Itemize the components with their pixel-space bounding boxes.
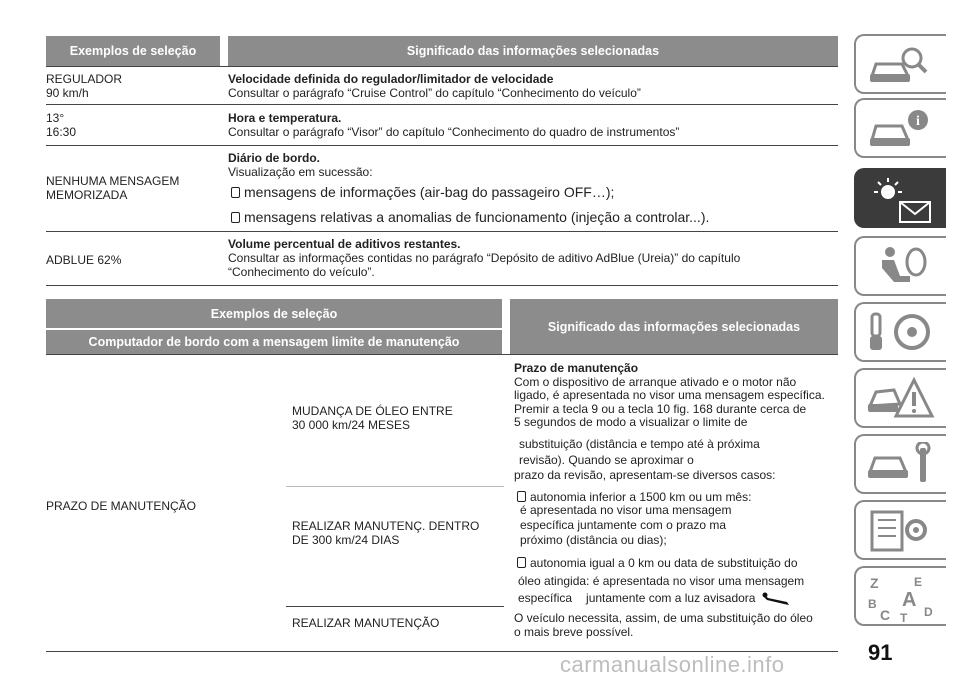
bullet-cont: é apresentada no visor uma mensagem específica juntamente com o prazo ma próximo (distância ou dias); bbox=[520, 503, 732, 547]
bullet-cont: específica juntamente com a luz avisadora bbox=[518, 591, 791, 606]
watermark: carmanualsonline.info bbox=[560, 652, 785, 677]
svg-text:i: i bbox=[916, 114, 920, 129]
tab-car-wrench[interactable] bbox=[854, 434, 946, 494]
row4-right: Volume percentual de aditivos restantes. Consultar as informações contidas no parágrafo “Depósito de aditivo AdBlue (Ureia)” do capítulo “Conhecimento do veículo”. bbox=[228, 237, 741, 279]
wrench-icon bbox=[761, 592, 791, 606]
right-conclusion: O veículo necessita, assim, de uma substituição do óleo o mais breve possível. bbox=[514, 611, 813, 639]
table1-header-left: Exemplos de seleção bbox=[46, 36, 220, 66]
svg-text:C: C bbox=[880, 607, 891, 623]
checkbox-bullet-icon bbox=[517, 491, 526, 502]
row-divider bbox=[46, 104, 838, 105]
checkbox-bullet-icon bbox=[517, 557, 526, 568]
svg-text:B: B bbox=[868, 597, 877, 611]
table2-header-left-bottom: Computador de bordo com a mensagem limite de manutenção bbox=[46, 330, 502, 354]
tab-seat-airbag[interactable] bbox=[854, 236, 946, 296]
table2-header-right: Significado das informações selecionadas bbox=[510, 299, 838, 354]
checklist-gear-icon bbox=[866, 508, 936, 554]
car-wrench-icon bbox=[866, 442, 936, 488]
svg-text:A: A bbox=[902, 589, 917, 611]
tab-alphabet-index[interactable] bbox=[854, 566, 946, 626]
bullet-cont: óleo atingida: é apresentada no visor uma mensagem bbox=[518, 574, 805, 588]
table1-header-rule bbox=[46, 66, 838, 67]
row2-right: Hora e temperatura. Consultar o parágrafo “Visor” do capítulo “Conhecimento do quadro de instrumentos” bbox=[228, 111, 680, 139]
svg-text:E: E bbox=[914, 575, 923, 589]
row-divider bbox=[46, 231, 838, 232]
bullet-item: mensagens de informações (air-bag do passageiro OFF…); bbox=[231, 185, 614, 199]
bullet-item: autonomia igual a 0 km ou data de substituição do bbox=[517, 556, 798, 570]
row1-right: Velocidade definida do regulador/limitador de velocidade Consultar o parágrafo “Cruise Control” do capítulo “Conhecimento do veículo” bbox=[228, 72, 641, 100]
tab-warning-light-message[interactable] bbox=[854, 168, 946, 228]
row1-left: REGULADOR 90 km/h bbox=[46, 72, 123, 100]
bullet-item: mensagens relativas a anomalias de funcionamento (injeção a controlar...). bbox=[231, 210, 709, 224]
row2-left: 13° 16:30 bbox=[46, 111, 77, 139]
warning-light-message-icon bbox=[866, 176, 936, 226]
mid-divider bbox=[286, 606, 504, 607]
checkbox-bullet-icon bbox=[231, 187, 240, 198]
tab-car-info[interactable] bbox=[854, 98, 946, 158]
row3-right: Diário de bordo. Visualização em sucessão: bbox=[228, 151, 373, 179]
bullet-item: autonomia inferior a 1500 km ou um mês: bbox=[517, 490, 751, 504]
row4-left: ADBLUE 62% bbox=[46, 253, 122, 267]
car-info-icon bbox=[866, 106, 936, 152]
right-description-cont: substituição (distância e tempo até à próxima revisão). Quando se aproximar o bbox=[519, 437, 760, 467]
table1-header-right: Significado das informações selecionadas bbox=[228, 36, 838, 66]
alphabet-index-icon bbox=[866, 574, 936, 624]
tab-car-warning[interactable] bbox=[854, 368, 946, 428]
right-cases-intro: prazo da revisão, apresentam-se diversos casos: bbox=[514, 468, 776, 482]
key-steering-icon bbox=[866, 310, 936, 356]
mid-divider bbox=[286, 486, 504, 487]
tab-car-search[interactable] bbox=[854, 34, 946, 94]
tab-key-steering[interactable] bbox=[854, 302, 946, 362]
car-search-icon bbox=[866, 42, 936, 88]
page-number: 91 bbox=[868, 640, 893, 665]
mid-case-3: REALIZAR MANUTENÇÃO bbox=[292, 616, 440, 630]
svg-text:Z: Z bbox=[870, 575, 879, 591]
svg-text:D: D bbox=[924, 605, 933, 619]
checkbox-bullet-icon bbox=[231, 212, 240, 223]
mid-case-2: REALIZAR MANUTENÇ. DENTRO DE 300 km/24 DIAS bbox=[292, 519, 480, 547]
right-description: Prazo de manutenção Com o dispositivo de arranque ativado e o motor não ligado, é apresentada no visor uma mensagem específica. Premir a tecla 9 ou a tecla 10 fig. 168 durante cerca de 5 segundos de modo a visualizar o limite de bbox=[514, 361, 825, 429]
tab-checklist-gear[interactable] bbox=[854, 500, 946, 560]
row-divider bbox=[46, 145, 838, 146]
maintenance-label: PRAZO DE MANUTENÇÃO bbox=[46, 499, 197, 513]
car-warning-icon bbox=[866, 376, 936, 422]
table2-header-left-top: Exemplos de seleção bbox=[46, 299, 502, 328]
row3-left: NENHUMA MENSAGEM MEMORIZADA bbox=[46, 174, 180, 202]
table2-header-rule bbox=[46, 354, 838, 355]
table1-bottom-rule bbox=[46, 285, 838, 286]
seat-airbag-icon bbox=[866, 244, 936, 290]
mid-case-1: MUDANÇA DE ÓLEO ENTRE 30 000 km/24 MESES bbox=[292, 404, 453, 432]
svg-text:T: T bbox=[900, 611, 908, 624]
